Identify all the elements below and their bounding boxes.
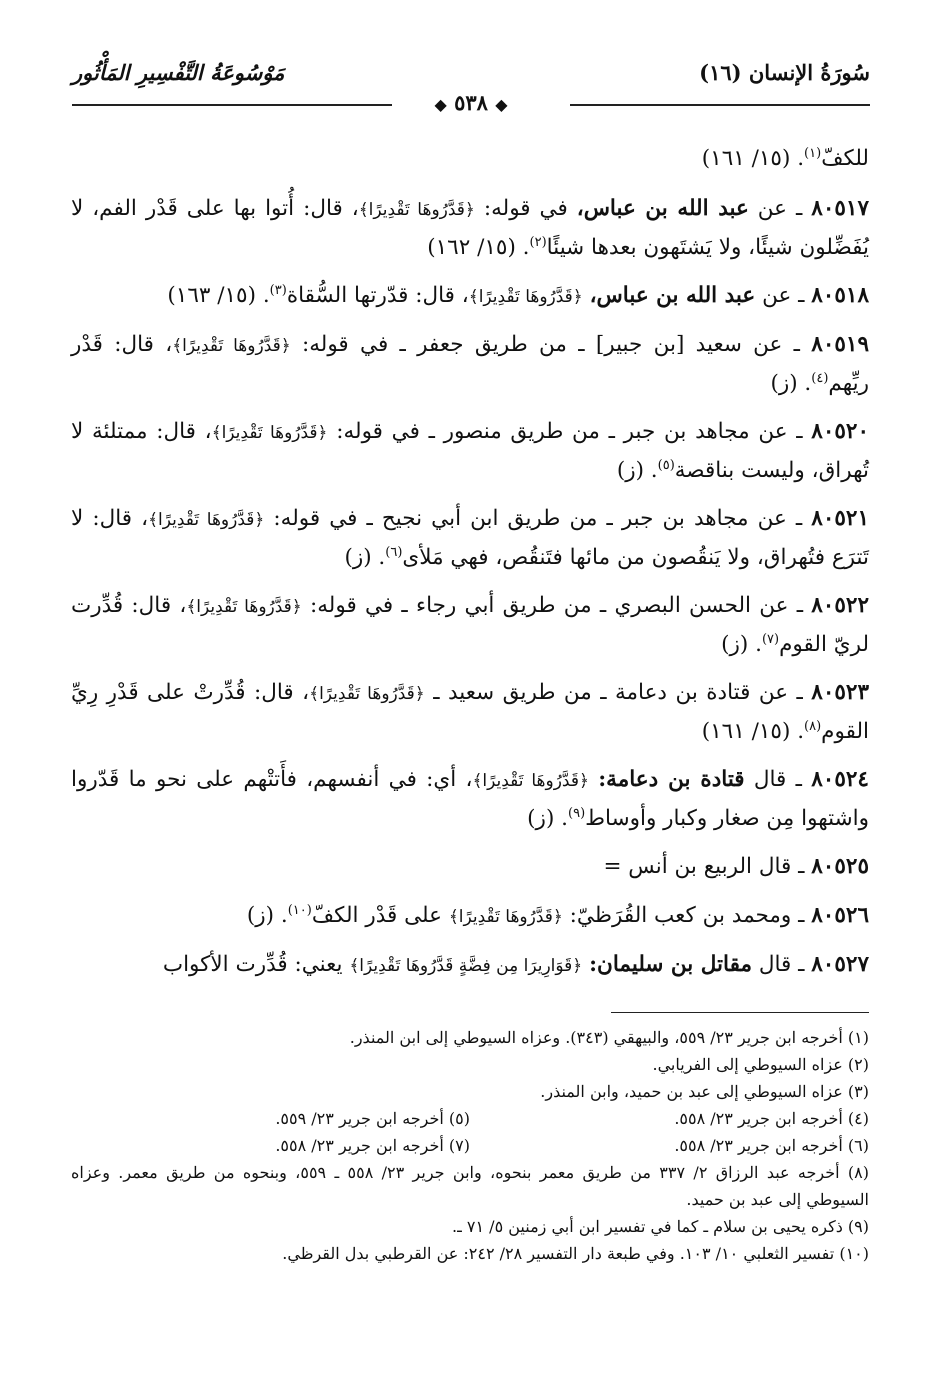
footnote-divider	[611, 1012, 869, 1013]
quran-verse: ﴿قَدَّرُوهَا تَقْدِيرًا﴾	[172, 336, 291, 356]
footnote-marker: (٦)	[385, 545, 403, 560]
page-number: ◆ ٥٣٨ ◆	[424, 90, 517, 115]
ornament-icon: ◆	[495, 95, 508, 114]
footnote: (٢) عزاه السيوطي إلى الفريابي.	[652, 1055, 869, 1074]
header-rule-right	[570, 104, 870, 106]
quran-verse: ﴿قَدَّرُوهَا تَقْدِيرًا﴾	[309, 684, 425, 704]
narration-entry: ٨٠٥٢٦ ـ ومحمد بن كعب القُرَظيّ: ﴿قَدَّرُوهَا تَقْدِيرًا﴾ على قَدْر الكفّ$^{(١٠)}$. (ز)	[246, 903, 869, 928]
footnote: (٨) أخرجه عبد الرزاق ٢/ ٣٣٧ من طريق معمر بنحوه، وابن جرير ٢٣/ ٥٥٨ ـ ٥٥٩، وبنحوه من طريق معمر. وعزاه السيوطي إلى عبد بن حميد.	[71, 1163, 869, 1209]
footnote-marker: (١٠)	[287, 903, 312, 918]
header-rule-left	[72, 104, 392, 106]
footnote-marker: (٩)	[568, 806, 586, 821]
footnote-marker: (٤)	[811, 371, 829, 386]
footnote-marker: (٢)	[529, 235, 547, 250]
narration-entry: ٨٠٥٢٠ ـ عن مجاهد بن جبر ـ من طريق منصور ـ في قوله: ﴿قَدَّرُوهَا تَقْدِيرًا﴾، قال: ممتلئة لا تُهراق، وليست بناقصة$^{(٥)}$. (ز)	[71, 419, 870, 483]
narration-entry: ٨٠٥١٧ ـ عن عبد الله بن عباس، في قوله: ﴿قَدَّرُوهَا تَقْدِيرًا﴾، قال: أُتوا بها على قَدْر الفم، لا يُفَضِّلون شيئًا، ولا يَشتَهون بعدها شيئًا$^{(٢)}$. (١٥/ ١٦٢)	[71, 196, 870, 260]
footnote: (٦) أخرجه ابن جرير ٢٣/ ٥٥٨.	[674, 1136, 869, 1155]
narration-entry: ٨٠٥٢٣ ـ عن قتادة بن دعامة ـ من طريق سعيد ـ ﴿قَدَّرُوهَا تَقْدِيرًا﴾، قال: قُدِّرتْ على قَدْرِ رِيِّ القوم$^{(٨)}$. (١٥/ ١٦١)	[71, 680, 870, 744]
footnote-marker: (٣)	[269, 283, 287, 298]
footnote: (١٠) تفسير الثعلبي ١٠/ ١٠٣. وفي طبعة دار التفسير ٢٨/ ٢٤٢: عن القرطبي بدل القرظي.	[282, 1244, 869, 1263]
footnote: (٥) أخرجه ابن جرير ٢٣/ ٥٥٩.	[275, 1109, 470, 1128]
quran-verse: ﴿قَدَّرُوهَا تَقْدِيرًا﴾	[186, 597, 302, 617]
footnote-marker: (٧)	[761, 632, 780, 647]
narration-entry: ٨٠٥٢٧ ـ قال مقاتل بن سليمان: ﴿قَوَارِيرَا مِن فِضَّةٍ قَدَّرُوهَا تَقْدِيرًا﴾ يعني: قُدِّرت الأكواب	[162, 952, 869, 977]
narration-entry: ٨٠٥٢١ ـ عن مجاهد بن جبر ـ من طريق ابن أبي نجيح ـ في قوله: ﴿قَدَّرُوهَا تَقْدِيرًا﴾، قال: لا تَترَع فتُهراق، ولا يَنقُصون من مائها فتَنقُص، فهي مَلأى$^{(٦)}$. (ز)	[71, 506, 870, 570]
quran-verse: ﴿قَدَّرُوهَا تَقْدِيرًا﴾	[211, 423, 328, 443]
quran-verse: ﴿قَدَّرُوهَا تَقْدِيرًا﴾	[148, 510, 265, 530]
quran-verse: ﴿قَوَارِيرَا مِن فِضَّةٍ قَدَّرُوهَا تَقْدِيرًا﴾	[349, 956, 583, 976]
footnote-marker: (١)	[804, 146, 822, 161]
page-header	[72, 60, 870, 120]
footnote: (٤) أخرجه ابن جرير ٢٣/ ٥٥٨.	[674, 1109, 869, 1128]
footnotes	[71, 1024, 869, 1267]
quran-verse: ﴿قَدَّرُوهَا تَقْدِيرًا﴾	[472, 771, 589, 791]
footnote: (١) أخرجه ابن جرير ٢٣/ ٥٥٩، والبيهقي (٣٤٣). وعزاه السيوطي إلى ابن المنذر.	[349, 1028, 869, 1047]
footnote: (٩) ذكره يحيى بن سلام ـ كما في تفسير ابن أبي زمنين ٥/ ٧١ ـ.	[452, 1217, 869, 1236]
narration-entry: ٨٠٥٢٤ ـ قال قتادة بن دعامة: ﴿قَدَّرُوهَا تَقْدِيرًا﴾، أي: في أنفسهم، فأَتتْهم على نحو ما قَدّروا واشتهوا مِن صغار وكبار وأوساط$^{(٩)}$. (ز)	[71, 767, 869, 831]
narration-entry: ٨٠٥١٨ ـ عن عبد الله بن عباس، ﴿قَدَّرُوهَا تَقْدِيرًا﴾، قال: قدّرتها السُّقاة$^{(٣)}$. (١٥/ ١٦٣)	[167, 283, 869, 308]
footnote-marker: (٨)	[804, 719, 822, 734]
footnote-row	[71, 1132, 869, 1159]
footnote: (٣) عزاه السيوطي إلى عبد بن حميد، وابن المنذر.	[540, 1082, 869, 1101]
ornament-icon: ◆	[434, 95, 447, 114]
narration-entry: ٨٠٥٢٥ ـ قال الربيع بن أنس =	[603, 854, 869, 879]
narration-entry: ٨٠٥١٩ ـ عن سعيد [بن جبير] ـ من طريق جعفر ـ في قوله: ﴿قَدَّرُوهَا تَقْدِيرًا﴾، قال: قَدْر ريِّهم$^{(٤)}$. (ز)	[71, 332, 870, 396]
narration-entry: ٨٠٥٢٢ ـ عن الحسن البصري ـ من طريق أبي رجاء ـ في قوله: ﴿قَدَّرُوهَا تَقْدِيرًا﴾، قال: قُدِّرت لريّ القوم$^{(٧)}$. (ز)	[71, 593, 869, 657]
quran-verse: ﴿قَدَّرُوهَا تَقْدِيرًا﴾	[448, 907, 563, 927]
continuation-line: للكفّ$^{(١)}$. (١٥/ ١٦١)	[701, 146, 869, 171]
main-text	[71, 140, 869, 995]
footnote-marker: (٥)	[657, 458, 675, 473]
quran-verse: ﴿قَدَّرُوهَا تَقْدِيرًا﴾	[468, 287, 583, 307]
footnote: (٧) أخرجه ابن جرير ٢٣/ ٥٥٨.	[275, 1136, 470, 1155]
footnote-row	[71, 1105, 869, 1132]
surah-title: سُورَةُ الإنسان (١٦)	[699, 60, 870, 85]
book-title: مَوْسُوعَةُ التَّفْسِيرِ المَأْثُور	[72, 60, 285, 85]
quran-verse: ﴿قَدَّرُوهَا تَقْدِيرًا﴾	[358, 200, 475, 220]
